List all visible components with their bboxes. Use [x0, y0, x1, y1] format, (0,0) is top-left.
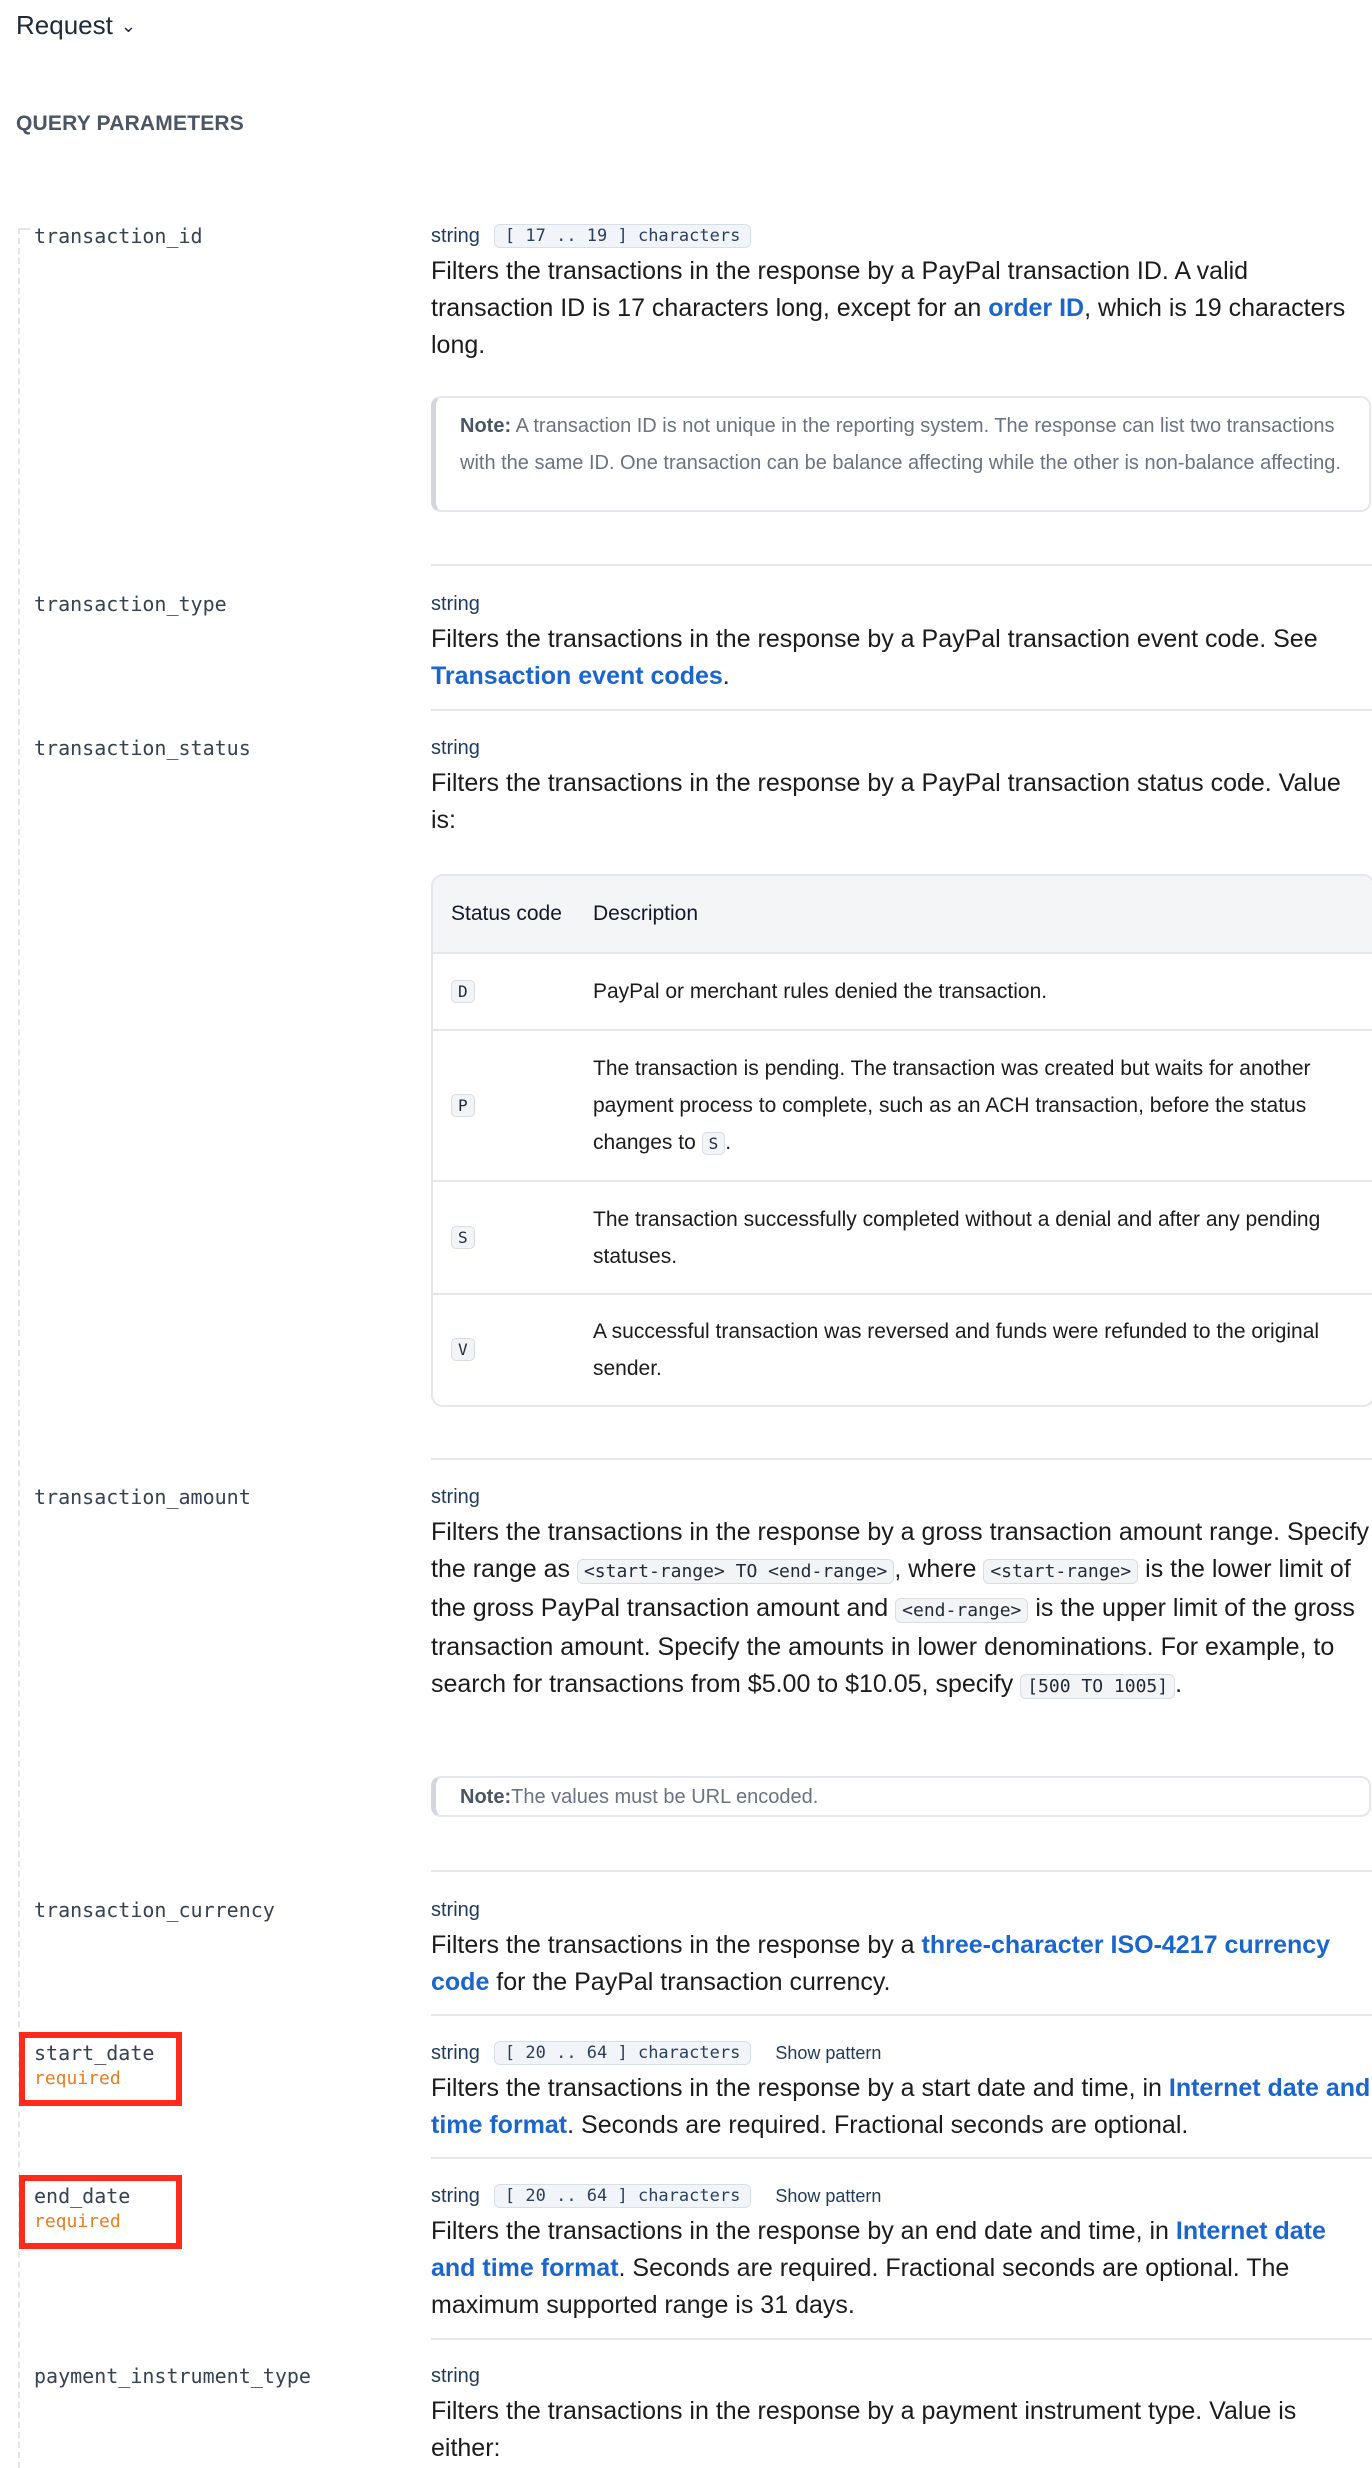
divider [431, 1870, 1372, 1872]
status-description: The transaction successfully completed without a denial and after any pending statuses. [593, 1207, 1321, 1268]
param-type: string [431, 2184, 480, 2207]
request-title: Request [16, 10, 113, 40]
status-description: PayPal or merchant rules denied the transaction. [593, 980, 1048, 1003]
param-description: Filters the transactions in the response by a start date and time, in Internet date and time format. Seconds are required. Fractional seconds are optional. [431, 2074, 1371, 2139]
status-code: V [451, 1338, 475, 1361]
table-row [433, 1029, 1372, 1180]
param-description: Filters the transactions in the response by a gross transaction amount range. Specify the range as <start-range> TO <end-range> , where <start-range> is the lower limit of the gross PayPal transaction amount and <end-range> is the upper limit of the gross transaction amount. Specify the amounts in lower denominations. For example, to search for transactions from $5.00 to $10.05, specify [500 TO 1005] . [431, 1518, 1369, 1698]
status-code-table [431, 874, 1372, 1407]
param-description: Filters the transactions in the response by a PayPal transaction event code. See Transaction event codes. [431, 625, 1318, 690]
transaction-event-codes-link[interactable]: Transaction event codes [431, 662, 723, 690]
status-code: S [451, 1226, 475, 1249]
divider [431, 2014, 1372, 2016]
request-section-toggle[interactable] [16, 10, 136, 41]
param-description: Filters the transactions in the response by a payment instrument type. Value is either: [431, 2397, 1297, 2462]
status-code: P [451, 1094, 475, 1117]
param-description: Filters the transactions in the response by a PayPal transaction status code. Value is: [431, 769, 1341, 834]
param-type: string [431, 1898, 480, 1921]
param-type: string [431, 2041, 480, 2064]
status-code: D [451, 980, 475, 1003]
param-description: Filters the transactions in the response by an end date and time, in Internet date and time format. Seconds are required. Fractional seconds are optional. The maximum supported range is 31 days. [431, 2217, 1326, 2319]
param-name: transaction_status [34, 736, 251, 760]
param-name: transaction_amount [34, 1485, 251, 1509]
param-name: transaction_currency [34, 1898, 275, 1922]
iso-4217-link[interactable]: three-character ISO-4217 currency code [431, 1931, 1331, 1996]
query-parameters-heading: QUERY PARAMETERS [16, 112, 245, 135]
internet-date-format-link[interactable]: Internet date and time format [431, 2217, 1326, 2282]
required-badge: required [34, 2211, 121, 2232]
length-constraint: [ 17 .. 19 ] characters [494, 224, 751, 248]
param-description: Filters the transactions in the response by a PayPal transaction ID. A valid transaction ID is 17 characters long, except for an order ID, which is 19 characters long. [431, 257, 1346, 359]
param-type: string [431, 592, 480, 615]
order-id-link[interactable]: order ID [988, 294, 1085, 322]
param-type: string [431, 2364, 480, 2387]
column-header-description: Description [593, 902, 699, 925]
length-constraint: [ 20 .. 64 ] characters [494, 2041, 751, 2065]
table-header [433, 876, 1372, 952]
param-name: end_date [34, 2184, 131, 2208]
table-row [433, 952, 1372, 1029]
length-constraint: [ 20 .. 64 ] characters [494, 2184, 751, 2208]
required-badge: required [34, 2068, 121, 2089]
table-row [433, 1180, 1372, 1293]
param-type: string [431, 736, 480, 759]
table-row [433, 1293, 1372, 1405]
param-type: string [431, 1485, 480, 1508]
divider [431, 2157, 1372, 2159]
param-name: transaction_type [34, 592, 227, 616]
status-description: The transaction is pending. The transaction was created but waits for another payment process to complete, such as an ACH transaction, before the status changes to S . [593, 1056, 1311, 1154]
note-box: Note:The values must be URL encoded. [431, 1776, 1371, 1817]
note-box: Note: A transaction ID is not unique in the reporting system. The response can list two transactions with the same ID. One transaction can be balance affecting while the other is non-balance affecting. [431, 396, 1371, 512]
param-name: payment_instrument_type [34, 2364, 311, 2388]
param-type: string [431, 224, 480, 247]
show-pattern-button[interactable]: Show pattern [775, 2042, 882, 2063]
internet-date-format-link[interactable]: Internet date and time format [431, 2074, 1371, 2139]
show-pattern-button[interactable]: Show pattern [775, 2185, 882, 2206]
column-header-status-code: Status code [451, 902, 562, 925]
divider [431, 2338, 1372, 2340]
param-description: Filters the transactions in the response by a three-character ISO-4217 currency code for the PayPal transaction currency. [431, 1931, 1331, 1996]
param-name: start_date [34, 2041, 155, 2065]
divider [431, 564, 1372, 566]
param-name: transaction_id [34, 224, 203, 248]
divider [431, 1458, 1372, 1460]
divider [431, 709, 1372, 711]
chevron-down-icon: ⌄ [120, 16, 136, 36]
status-description: A successful transaction was reversed and funds were refunded to the original sender. [593, 1320, 1320, 1380]
tree-line [18, 228, 20, 2468]
